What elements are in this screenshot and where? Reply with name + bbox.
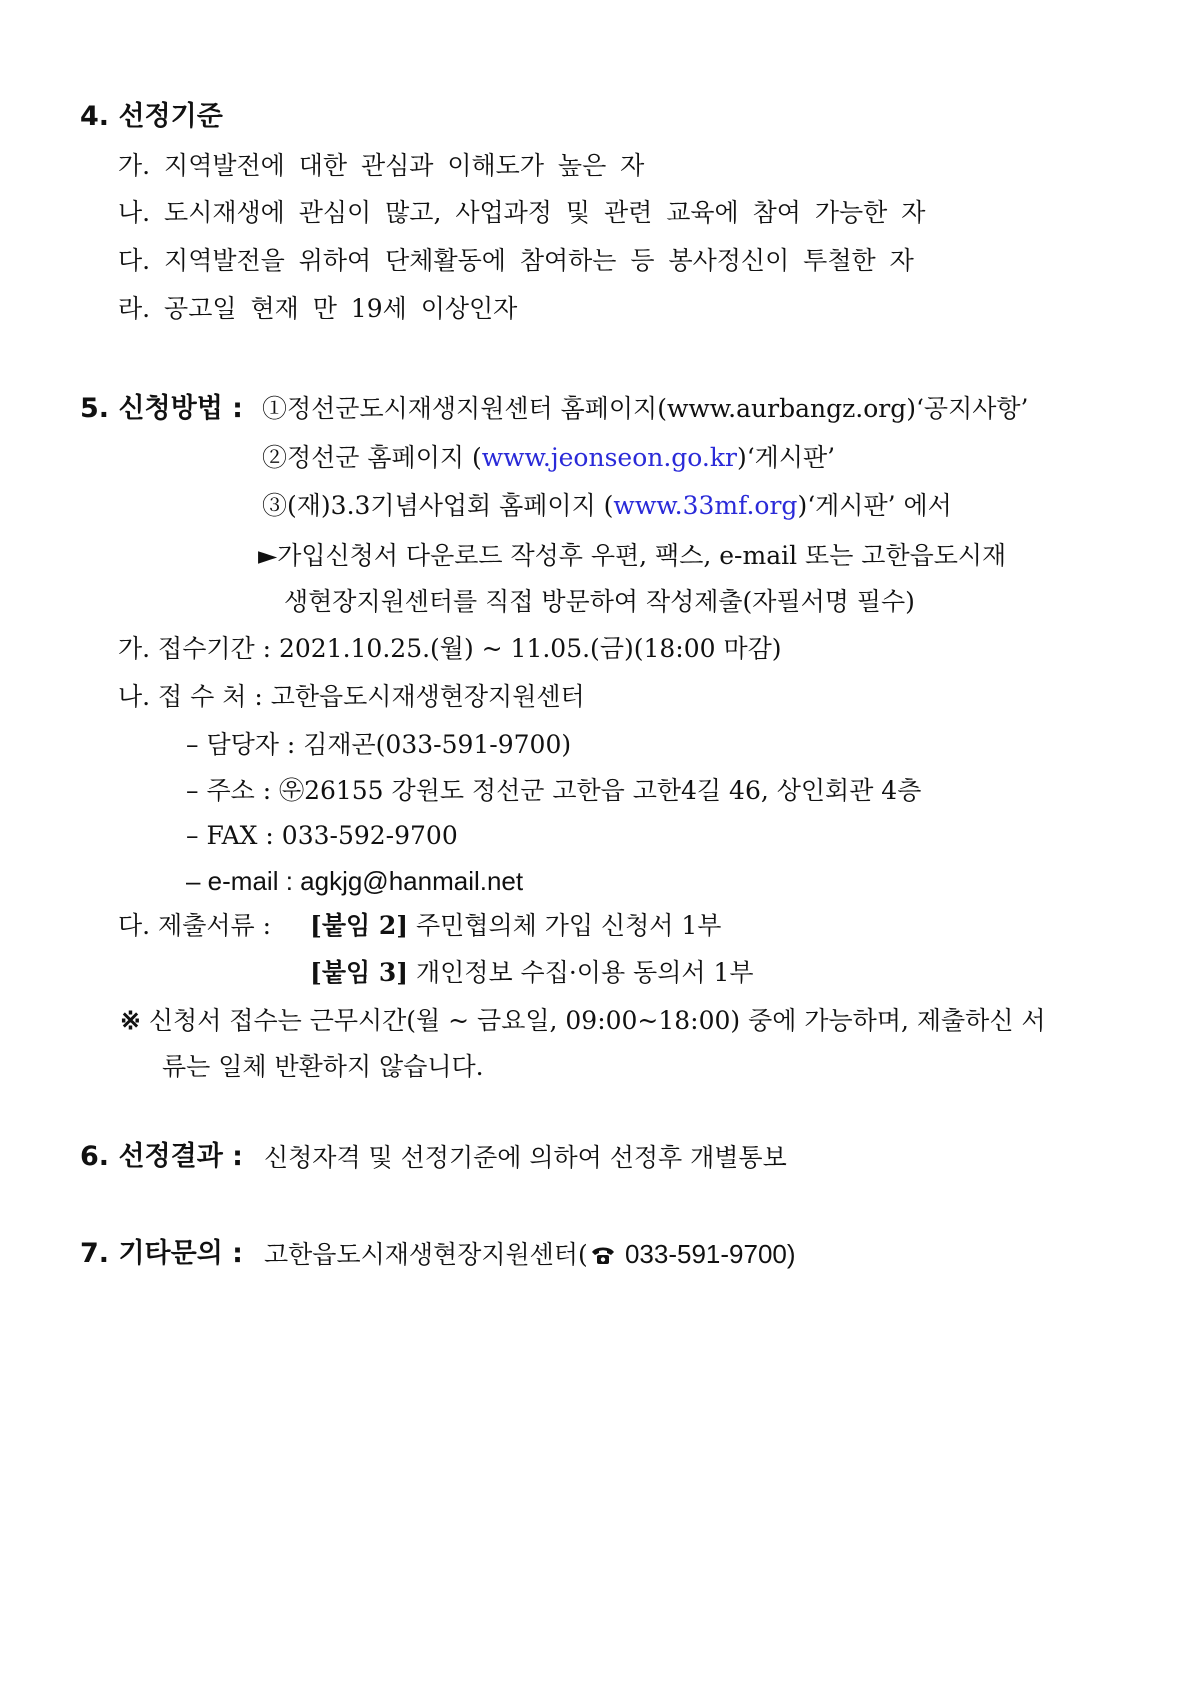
criteria-item: 나. 도시재생에 관심이 많고, 사업과정 및 관련 교육에 참여 가능한 자 xyxy=(118,198,926,227)
attachment-2-tag: [붙임 2] xyxy=(310,911,409,940)
notice-text: 신청서 접수는 근무시간(월 ~ 금요일, 09:00~18:00) 중에 가능하며, 제출하신 서 xyxy=(140,1006,1046,1035)
email: – e-mail : agkjg@hanmail.net xyxy=(186,866,524,896)
method-3-text: ③(재)3.3기념사업회 홈페이지 ( xyxy=(262,491,614,520)
33mf-link[interactable]: www.33mf.org xyxy=(613,491,798,520)
method-1-text: ①정선군도시재생지원센터 홈페이지(www.aurbangz.org) xyxy=(262,394,916,423)
inquiry-phone: 033-591-9700) xyxy=(617,1239,796,1269)
notice-line-1 xyxy=(120,1005,1046,1037)
method-2-suffix: )‘게시판’ xyxy=(736,443,836,472)
section-6-heading: 6. 선정결과 : xyxy=(80,1141,243,1172)
attachment-3-tag: [붙임 3] xyxy=(310,958,409,987)
submit-doc-1 xyxy=(310,910,721,942)
selection-result-text: 신청자격 및 선정기준에 의하여 선정후 개별통보 xyxy=(264,1143,787,1172)
submit-doc-2 xyxy=(310,957,754,989)
method-3-suffix: )‘게시판’ 에서 xyxy=(797,491,952,520)
section-4-heading: 4. 선정기준 xyxy=(80,101,223,132)
method-1 xyxy=(262,393,1028,425)
notice-line-2: 류는 일체 반환하지 않습니다. xyxy=(162,1052,484,1081)
fax: – FAX : 033-592-9700 xyxy=(186,821,458,850)
apply-note-line-2: 생현장지원센터를 직접 방문하여 작성제출(자필서명 필수) xyxy=(284,587,915,616)
inquiry xyxy=(264,1238,796,1274)
method-2-text: ②정선군 홈페이지 ( xyxy=(262,443,482,472)
submit-docs-label: 다. 제출서류 : xyxy=(118,911,272,940)
criteria-item: 라. 공고일 현재 만 19세 이상인자 xyxy=(118,294,518,323)
contact-person: – 담당자 : 김재곤(033-591-9700) xyxy=(186,730,572,759)
notice-mark: ※ xyxy=(120,1006,141,1035)
method-1-suffix: ‘공지사항’ xyxy=(915,394,1029,423)
receipt-place: 나. 접 수 처 : 고한읍도시재생현장지원센터 xyxy=(118,682,585,711)
section-7-heading: 7. 기타문의 : xyxy=(80,1238,243,1269)
apply-note-line-1: ►가입신청서 다운로드 작성후 우편, 팩스, e-mail 또는 고한읍도시재 xyxy=(258,541,1007,570)
method-3 xyxy=(262,490,952,522)
method-2 xyxy=(262,442,835,474)
attachment-2-text: 주민협의체 가입 신청서 1부 xyxy=(408,911,722,940)
inquiry-center: 고한읍도시재생현장지원센터( xyxy=(264,1240,588,1269)
criteria-item: 가. 지역발전에 대한 관심과 이해도가 높은 자 xyxy=(118,151,645,180)
receipt-period: 가. 접수기간 : 2021.10.25.(월) ~ 11.05.(금)(18:00 마감) xyxy=(118,634,782,663)
jeonseon-link[interactable]: www.jeonseon.go.kr xyxy=(481,443,737,472)
phone-icon xyxy=(590,1242,616,1274)
attachment-3-text: 개인정보 수집·이용 동의서 1부 xyxy=(408,958,754,987)
address: – 주소 : ㉾26155 강원도 정선군 고한읍 고한4길 46, 상인회관 4층 xyxy=(186,776,922,805)
criteria-item: 다. 지역발전을 위하여 단체활동에 참여하는 등 봉사정신이 투철한 자 xyxy=(118,246,914,275)
section-5-heading: 5. 신청방법 : xyxy=(80,393,243,424)
